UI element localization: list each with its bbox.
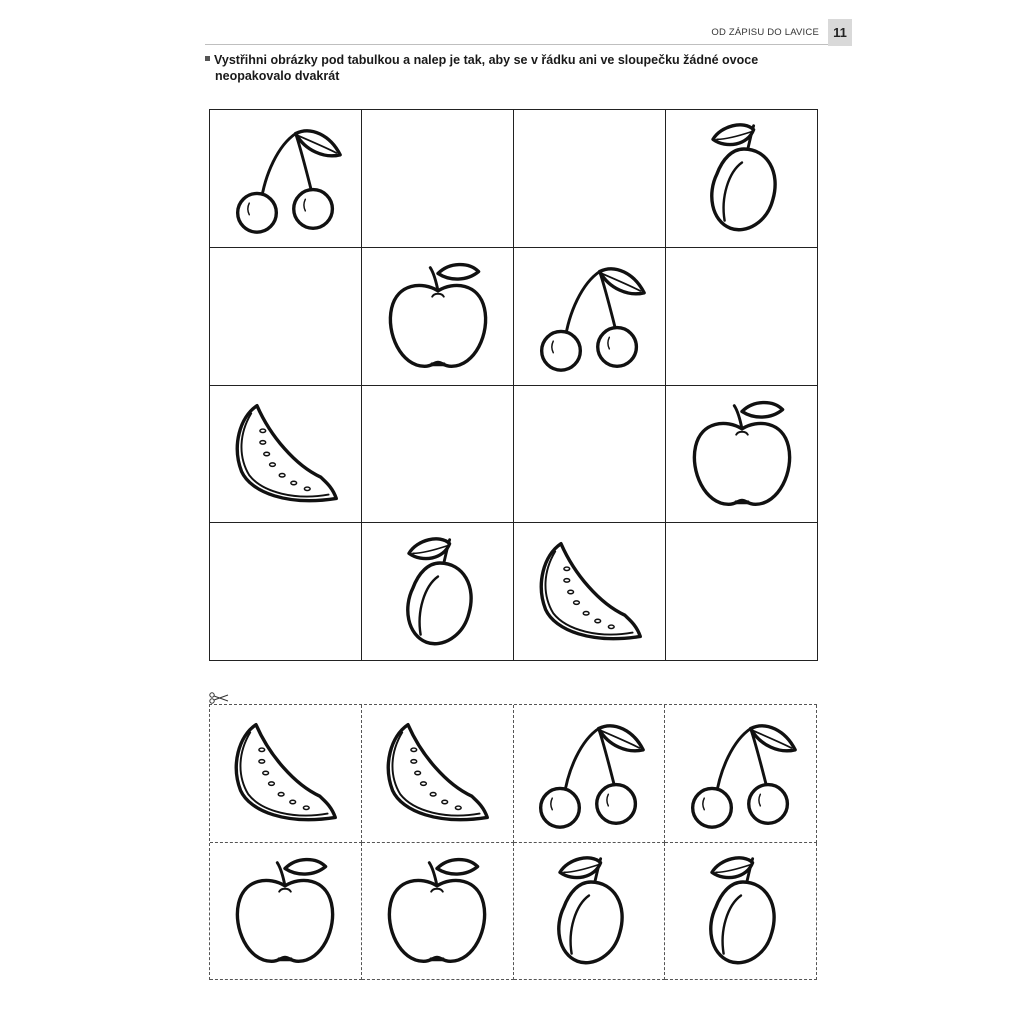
plum-icon[interactable] [683, 853, 799, 969]
cherry-icon [228, 120, 344, 236]
apple-icon[interactable] [379, 853, 495, 969]
instruction-line-2: neopakovalo dvakrát [215, 69, 340, 83]
watermelon-icon[interactable] [227, 715, 343, 831]
puzzle-cell-3-1 [210, 386, 362, 524]
instruction-line-1: Vystřihni obrázky pod tabulkou a nalep je tak, aby se v řádku ani ve sloupečku žádné ovoce [214, 53, 759, 67]
puzzle-cell-2-4 [666, 248, 818, 386]
cutout-card-2-1[interactable] [210, 843, 362, 981]
puzzle-cell-1-1 [210, 110, 362, 248]
cutout-card-1-3[interactable] [514, 705, 666, 843]
cutout-grid [209, 704, 817, 980]
page-number: 11 [828, 19, 852, 46]
cutout-card-1-1[interactable] [210, 705, 362, 843]
puzzle-cell-2-1 [210, 248, 362, 386]
puzzle-grid [209, 109, 818, 661]
puzzle-cell-1-2 [362, 110, 514, 248]
puzzle-cell-4-4 [666, 523, 818, 661]
cutout-card-2-4[interactable] [665, 843, 817, 981]
watermelon-icon[interactable] [379, 715, 495, 831]
apple-icon[interactable] [227, 853, 343, 969]
plum-icon [380, 534, 496, 650]
bullet-icon [205, 56, 210, 61]
puzzle-cell-3-3 [514, 386, 666, 524]
puzzle-cell-2-3 [514, 248, 666, 386]
puzzle-cell-1-3 [514, 110, 666, 248]
cherry-icon[interactable] [683, 715, 799, 831]
section-title: OD ZÁPISU DO LAVICE [711, 27, 819, 38]
watermelon-icon [532, 534, 648, 650]
plum-icon[interactable] [531, 853, 647, 969]
cutout-card-2-3[interactable] [514, 843, 666, 981]
apple-icon [684, 396, 800, 512]
plum-icon [684, 120, 800, 236]
cutout-card-2-2[interactable] [362, 843, 514, 981]
puzzle-cell-4-1 [210, 523, 362, 661]
puzzle-cell-4-2 [362, 523, 514, 661]
apple-icon [380, 258, 496, 374]
header-divider [205, 44, 828, 45]
puzzle-cell-4-3 [514, 523, 666, 661]
cherry-icon [532, 258, 648, 374]
cutout-card-1-4[interactable] [665, 705, 817, 843]
cutout-card-1-2[interactable] [362, 705, 514, 843]
puzzle-cell-2-2 [362, 248, 514, 386]
scissors-icon [209, 692, 229, 704]
watermelon-icon [228, 396, 344, 512]
puzzle-cell-1-4 [666, 110, 818, 248]
instruction-text [205, 52, 805, 84]
puzzle-cell-3-2 [362, 386, 514, 524]
puzzle-cell-3-4 [666, 386, 818, 524]
cherry-icon[interactable] [531, 715, 647, 831]
